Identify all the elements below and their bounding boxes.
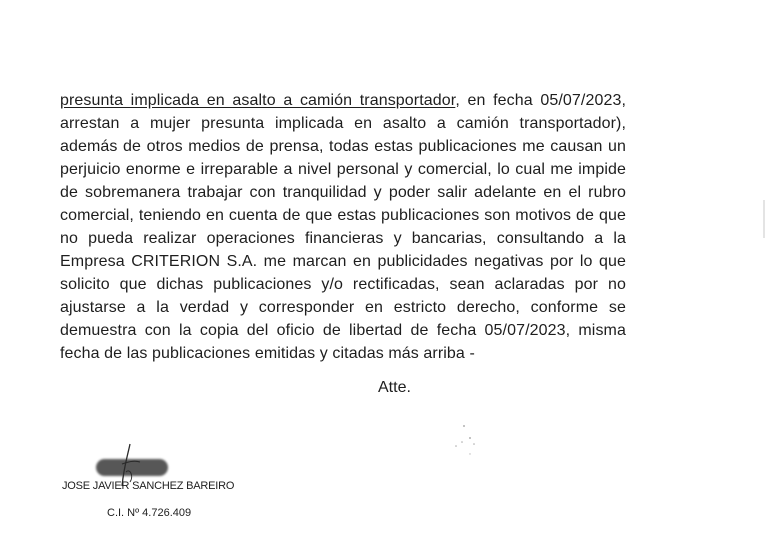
letter-line-3: además de otros medios de prensa, todas estas publicaciones me causan un	[60, 138, 626, 155]
letter-line-7: no pueda realizar operaciones financieras y bancarias, consultando a la	[60, 230, 626, 247]
letter-line-2: arrestan a mujer presunta implicada en asalto a camión transportador),	[60, 115, 626, 132]
signatory-name: JOSE JAVIER SANCHEZ BAREIRO	[62, 480, 235, 492]
letter-line-5: de sobremanera trabajar con tranquilidad y poder salir adelante en el rubro	[60, 184, 626, 201]
letter-line-12: fecha de las publicaciones emitidas y citadas más arriba -	[60, 345, 475, 362]
underlined-reference: presunta implicada en asalto a camión transportador	[60, 92, 456, 109]
letter-line-11: demuestra con la copia del oficio de libertad de fecha 05/07/2023, misma	[60, 322, 626, 339]
letter-line-9: solicito que dichas publicaciones y/o rectificadas, sean aclaradas por no	[60, 276, 626, 293]
line-1-rest: , en fecha 05/07/2023,	[455, 92, 626, 109]
closing-salutation: Atte.	[378, 379, 411, 396]
signatory-id: C.I. Nº 4.726.409	[107, 507, 192, 519]
letter-line-8: Empresa CRITERION S.A. me marcan en publicidades negativas por lo que	[60, 253, 626, 270]
letter-line-6: comercial, teniendo en cuenta de que estas publicaciones son motivos de que	[60, 207, 626, 224]
letter-line-1	[60, 91, 626, 111]
scan-edge-mark	[760, 200, 768, 240]
letter-line-4: perjuicio enorme e irreparable a nivel personal y comercial, lo cual me impide	[60, 161, 626, 178]
scan-speckles	[440, 420, 500, 460]
letter-line-10: ajustarse a la verdad y corresponder en estricto derecho, conforme se	[60, 299, 626, 316]
